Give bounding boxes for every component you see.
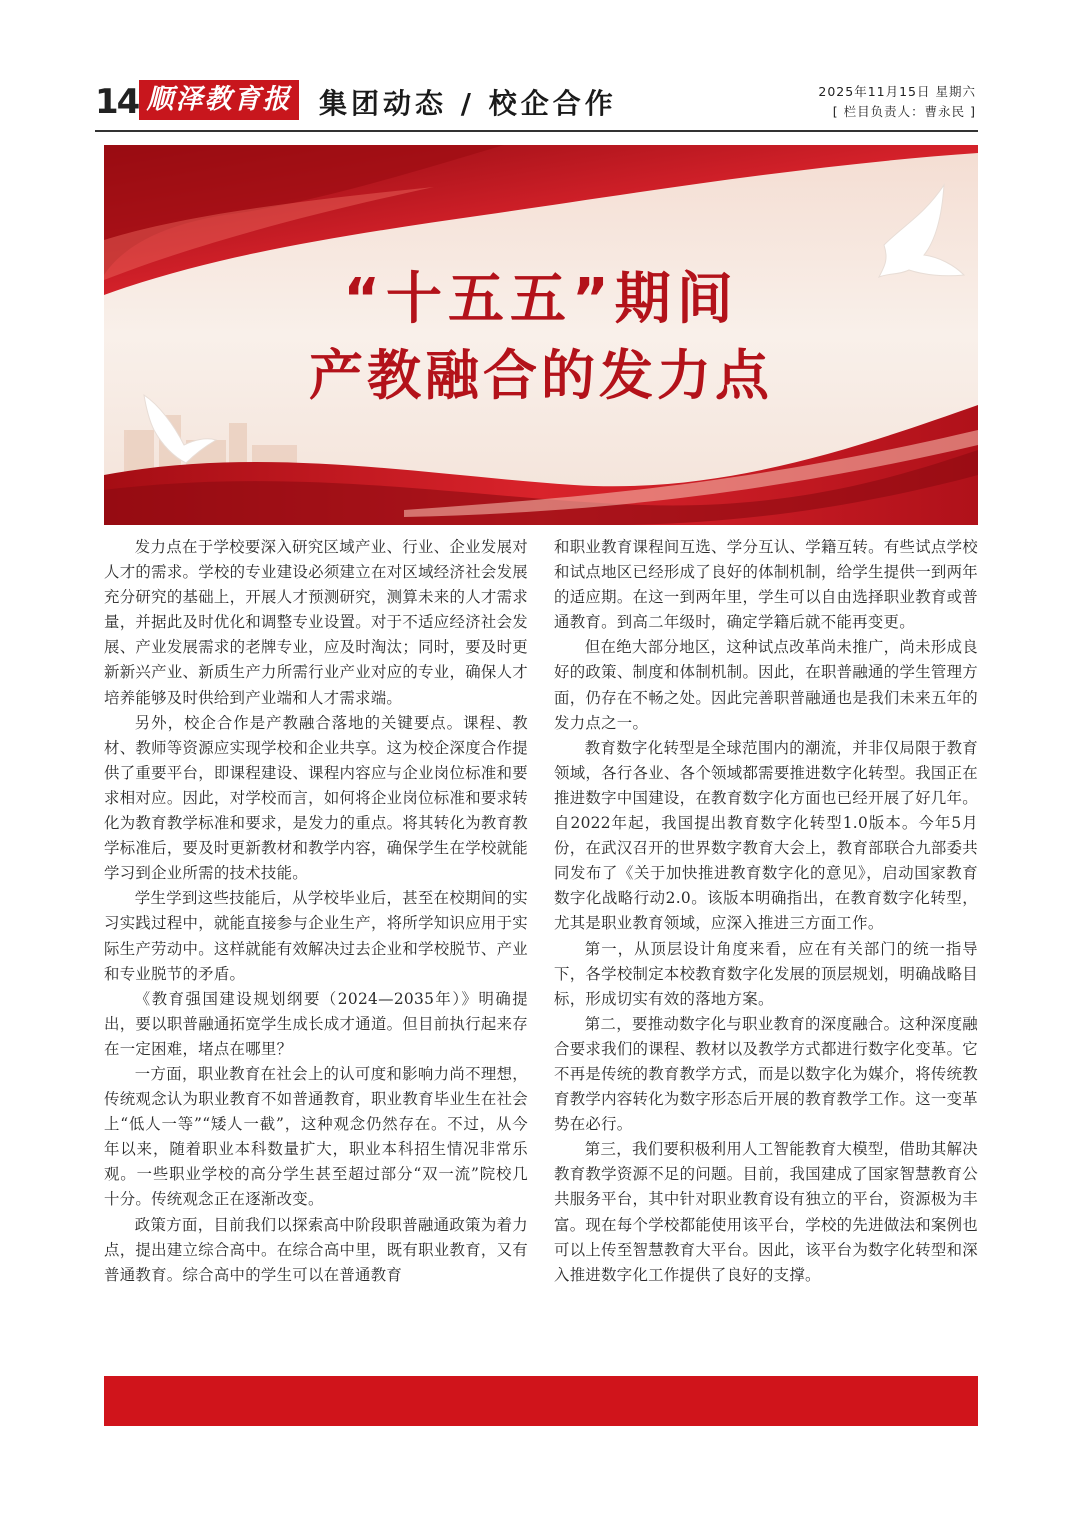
newspaper-masthead: 顺泽教育报: [139, 80, 299, 120]
paragraph: 教育数字化转型是全球范围内的潮流，并非仅局限于教育领域，各行各业、各个领域都需要推进数字化转型。我国正在推进数字中国建设，在教育数字化方面也已经开展了好几年。自2022年起，我国提出教育数字化转型1.0版本。今年5月份，在武汉召开的世界数字教育大会上，教育部联合九部委共同发布了《关于加快推进教育数字化的意见》，启动国家教育数字化战略行动2.0。该版本明确指出，在教育数字化转型，尤其是职业教育领域，应深入推进三方面工作。: [554, 738, 978, 933]
issue-date: 2025年11月15日 星期六: [818, 84, 976, 99]
paragraph: 一方面，职业教育在社会上的认可度和影响力尚不理想，传统观念认为职业教育不如普通教育，职业教育毕业生在社会上“低人一等”“矮人一截”，这种观念仍然存在。不过，从今年以来，随着职业本科数量扩大，职业本科招生情况非常乐观。一些职业学校的高分学生甚至超过部分“双一流”院校几十分。传统观念正在逐渐改变。: [104, 1064, 528, 1209]
paragraph: 发力点在于学校要深入研究区域产业、行业、企业发展对人才的需求。学校的专业建设必须建立在对区域经济社会发展充分研究的基础上，开展人才预测研究，测算未来的人才需求量，并据此及时优化和调整专业设置。对于不适应经济社会发展、产业发展需求的老牌专业，应及时淘汰；同时，要及时更新新兴产业、新质生产力所需行业产业对应的专业，确保人才培养能够及时供给到产业端和人才需求端。: [104, 538, 528, 707]
article-column-left: [104, 535, 528, 1288]
paragraph-continued: 和职业教育课程间互选、学分互认、学籍互转。有些试点学校和试点地区已经形成了良好的体制机制，给学生提供一到两年的适应期。在这一到两年里，学生可以自由选择职业教育或普通教育。到高二年级时，确定学籍后就不能再变更。: [554, 538, 978, 632]
page-header: [95, 78, 978, 130]
paragraph: 《教育强国建设规划纲要（2024—2035年）》明确提出，要以职普融通拓宽学生成长成才通道。但目前执行起来存在一定困难，堵点在哪里？: [104, 989, 528, 1058]
paragraph: 第一，从顶层设计角度来看，应在有关部门的统一指导下，各学校制定本校教育数字化发展的顶层规划，明确战略目标，形成切实有效的落地方案。: [554, 939, 978, 1008]
paragraph: 另外，校企合作是产教融合落地的关键要点。课程、教材、教师等资源应实现学校和企业共享。这为校企深度合作提供了重要平台，即课程建设、课程内容应与企业岗位标准和要求相对应。因此，对学校而言，如何将企业岗位标准和要求转化为教育教学标准和要求，是发力的重点。将其转化为教育教学标准后，要及时更新教材和教学内容，确保学生在学校就能学习到企业所需的技术技能。: [104, 713, 528, 883]
banner-title-line2: 产教融合的发力点: [309, 344, 773, 407]
article-column-right: [554, 535, 978, 1288]
paragraph: 学生学到这些技能后，从学校毕业后，甚至在校期间的实习实践过程中，就能直接参与企业生产，将所学知识应用于实际生产劳动中。这样就能有效解决过去企业和学校脱节、产业和专业脱节的矛盾。: [104, 889, 528, 983]
footer-red-bar: [104, 1376, 978, 1426]
header-rule: [95, 130, 978, 132]
paragraph: 第二，要推动数字化与职业教育的深度融合。这种深度融合要求我们的课程、教材以及教学方式都进行数字化变革。它不再是传统的教育教学方式，而是以数字化为媒介，将传统教育教学内容转化为数字形态后开展的教育教学工作。这一变革势在必行。: [554, 1014, 978, 1134]
title-banner: [104, 145, 978, 525]
column-editor: [ 栏目负责人：曹永民 ]: [832, 104, 976, 119]
page-number: 14: [95, 82, 139, 122]
banner-title-line1: “十五五”期间: [343, 267, 739, 332]
section-title: 集团动态 / 校企合作: [319, 87, 617, 120]
paragraph: 但在绝大部分地区，这种试点改革尚未推广，尚未形成良好的政策、制度和体制机制。因此，在职普融通的学生管理方面，仍存在不畅之处。因此完善职普融通也是我们未来五年的发力点之一。: [554, 638, 978, 732]
paragraph: 政策方面，目前我们以探索高中阶段职普融通政策为着力点，提出建立综合高中。在综合高中里，既有职业教育，又有普通教育。综合高中的学生可以在普通教育: [104, 1215, 528, 1284]
paragraph: 第三，我们要积极利用人工智能教育大模型，借助其解决教育教学资源不足的问题。目前，我国建成了国家智慧教育公共服务平台，其中针对职业教育设有独立的平台，资源极为丰富。现在每个学校都能使用该平台，学校的先进做法和案例也可以上传至智慧教育大平台。因此，该平台为数字化转型和深入推进数字化工作提供了良好的支撑。: [554, 1140, 978, 1284]
